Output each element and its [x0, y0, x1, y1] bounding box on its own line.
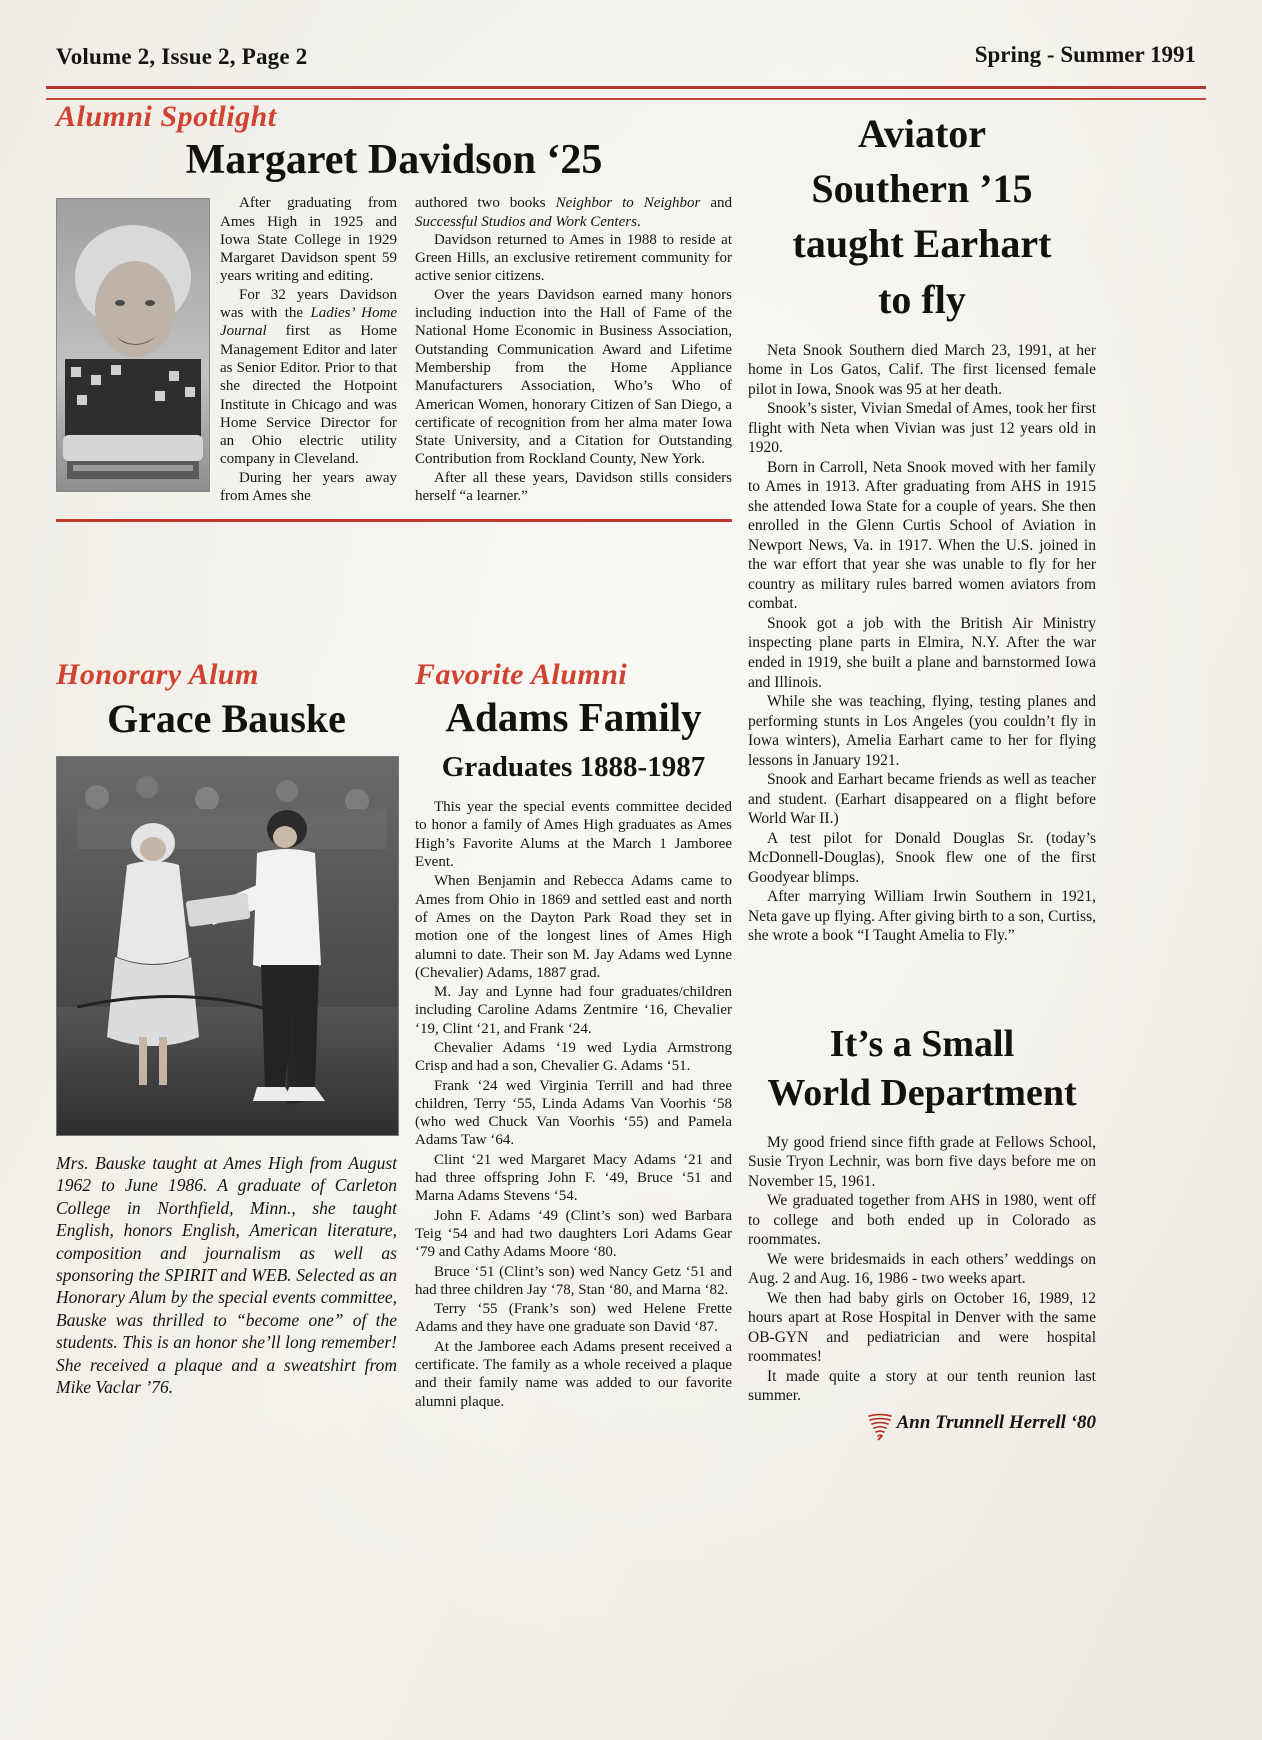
smallworld-paragraph: We were bridesmaids in each others’ weddings on Aug. 2 and Aug. 16, 1986 - two weeks apart.: [748, 1250, 1096, 1288]
byline: [748, 1412, 1096, 1442]
section-label-honorary-alum: Honorary Alum: [56, 658, 259, 691]
bauske-headline: Grace Bauske: [107, 696, 346, 741]
header-double-rule: [46, 86, 1206, 100]
davidson-c2p1-post: .: [636, 213, 641, 230]
davidson-paragraph: [415, 194, 732, 231]
adams-paragraph: M. Jay and Lynne had four graduates/children including Caroline Adams Zentmire ‘16, Chevalier ‘19, Clint ‘21, and Frank ‘24.: [415, 984, 732, 1037]
smallworld-headline: [748, 1020, 1096, 1119]
section-label-alumni-spotlight: Alumni Spotlight: [56, 100, 277, 133]
aviator-paragraph: Snook and Earhart became friends as well as teacher and student. (Earhart disappeared on a flight before World War II.): [748, 771, 1096, 828]
adams-paragraph: Frank ‘24 wed Virginia Terrill and had three children, Terry ‘55, Linda Adams Van Voorhis ‘58 (who wed Chuck Van Voorhis ‘55) and Pamela Adams Taw ‘64.: [415, 1077, 732, 1149]
davidson-c2p1-mid: and: [700, 195, 732, 212]
article-margaret-davidson: [56, 100, 732, 532]
section-divider-rule: [56, 519, 732, 522]
davidson-paragraph: During her years away from Ames she: [220, 469, 397, 505]
davidson-paragraph: After graduating from Ames High in 1925 and Iowa State College in 1929 Margaret Davidson spent 59 years writing and editing.: [220, 195, 397, 285]
aviator-paragraph: While she was teaching, flying, testing planes and performing stunts in Los Angeles (you couldn’t fly in Iowa winters), Amelia Earhart came to her for flying lessons in January 1921.: [748, 693, 1096, 769]
book-title-italic: Neighbor to Neighbor: [555, 195, 701, 212]
adams-subheadline: Graduates 1888-1987: [441, 751, 706, 784]
adams-paragraph: This year the special events committee decided to honor a family of Ames High graduates as Ames High’s Favorite Alums at the March 1 Jamboree Event.: [415, 799, 732, 871]
davidson-photo: [56, 198, 210, 492]
davidson-paragraph: Over the years Davidson earned many honors including induction into the Hall of Fame of the National Home Economic in Business Association, Outstanding Communication Award and Lifetime Membership from the Home Appliance Manufacturers Association, Who’s Who of American Women, honorary Citizen of San Diego, a certificate of recognition from her alma mater Iowa State University, and a Citation for Outstanding Contribution from Rockland County, New York.: [415, 286, 732, 468]
davidson-paragraph: Davidson returned to Ames in 1988 to reside at Green Hills, an exclusive retirement community for active senior citizens.: [415, 231, 732, 285]
davidson-c2p1-pre: authored two books: [415, 195, 556, 212]
aviator-headline-line3: taught Earhart: [792, 221, 1052, 267]
davidson-p2-pre: For 32 years Davidson was with the: [220, 286, 397, 322]
davidson-paragraph: After all these years, Davidson stills considers herself “a learner.”: [415, 469, 732, 505]
aviator-paragraph: Born in Carroll, Neta Snook moved with her family to Ames in 1913. After graduating from AHS in 1915 she attended Iowa State for a couple of years. She then enrolled in the Glenn Curtis School of Aviation in Newport News, Va. in 1917. When the U.S. joined in the war effort that year she was unable to fly for her country as military rules barred women aviators from combat.: [748, 458, 1096, 613]
aviator-paragraph: Neta Snook Southern died March 23, 1991, at her home in Los Gatos, Calif. The first licensed female pilot in Iowa, Snook was 95 at her death.: [748, 341, 1096, 398]
aviator-headline-line4: to fly: [878, 276, 966, 322]
aviator-paragraph: After marrying William Irwin Southern in 1921, Neta gave up flying. After giving birth to a son, Curtiss, she wrote a book “I Taught Amelia to Fly.”: [748, 888, 1096, 945]
right-column: [748, 100, 1096, 1442]
article-adams-family: [415, 658, 732, 1416]
aviator-headline: [748, 106, 1096, 327]
smallworld-headline-line1: It’s a Small: [829, 1022, 1015, 1065]
davidson-column-1: [56, 194, 397, 505]
smallworld-paragraph: We graduated together from AHS in 1980, went off to college and both ended up in Colorado as roommates.: [748, 1192, 1096, 1249]
adams-paragraph: Bruce ‘51 (Clint’s son) wed Nancy Getz ‘51 and had three children Jay ‘78, Stan ‘80, and Marna ‘82.: [415, 1263, 732, 1298]
book-title-italic: Successful Studios and Work Centers: [415, 213, 637, 230]
byline-name: Ann Trunnell Herrell ‘80: [896, 1411, 1096, 1433]
adams-paragraph: At the Jamboree each Adams present received a certificate. The family as a whole received a plaque and their family name was added to our favorite alumni plaque.: [415, 1338, 732, 1410]
davidson-p2-post: first as Home Management Editor and later as Senior Editor. Prior to that she directed the Hotpoint Institute in Chicago and was Home Service Director for an Ohio electric utility company in Cleveland.: [220, 323, 397, 468]
adams-paragraph: John F. Adams ‘49 (Clint’s son) wed Barbara Teig ‘54 and had two daughters Lori Adams Gear ‘79 and Cathy Adams Moore ‘80.: [415, 1207, 732, 1261]
aviator-paragraph: A test pilot for Donald Douglas Sr. (today’s McDonnell-Douglas), Snook flew one of the first Goodyear blimps.: [748, 829, 1096, 886]
smallworld-paragraph: It made quite a story at our tenth reunion last summer.: [748, 1367, 1096, 1405]
smallworld-headline-line2: World Department: [767, 1072, 1077, 1115]
date-line: Spring - Summer 1991: [974, 42, 1196, 67]
davidson-columns: [56, 194, 732, 505]
adams-headline: Adams Family: [445, 694, 702, 740]
aviator-paragraph: Snook got a job with the British Air Ministry inspecting plane parts in Elmira, N.Y. After the war ended in 1919, she built a plane and barnstormed Iowa and Illinois.: [748, 614, 1096, 691]
adams-paragraph: Clint ‘21 wed Margaret Macy Adams ‘21 and had three offspring John F. ‘49, Bruce ‘51 and Marna Adams Stevens ‘54.: [415, 1151, 732, 1205]
adams-paragraph: Terry ‘55 (Frank’s son) wed Helene Frette Adams and they have one graduate son David ‘87.: [415, 1301, 732, 1336]
tornado-icon: [867, 1412, 893, 1442]
aviator-paragraph: Snook’s sister, Vivian Smedal of Ames, took her first flight with Neta when Vivian was just 12 years old in 1920.: [748, 400, 1096, 457]
adams-paragraph: Chevalier Adams ‘19 wed Lydia Armstrong Crisp and had a son, Chevalier G. Adams ‘51.: [415, 1040, 732, 1075]
davidson-column-2: [415, 194, 732, 505]
aviator-headline-line2: Southern ’15: [811, 166, 1033, 212]
davidson-headline: Margaret Davidson ‘25: [185, 137, 603, 183]
adams-paragraph: When Benjamin and Rebecca Adams came to Ames from Ohio in 1869 and settled east and north of Ames on the Dayton Park Road they set in motion one of the longest lines of Ames High alumni to date. Their son M. Jay Adams wed Lynne (Chevalier) Adams, 1887 grad.: [415, 873, 732, 981]
aviator-headline-line1: Aviator: [857, 111, 987, 156]
davidson-p2-italic: Ladies’ Home Journal: [220, 305, 397, 340]
article-grace-bauske: [56, 658, 397, 1416]
lower-left-columns: [56, 658, 732, 1416]
bauske-caption: Mrs. Bauske taught at Ames High from August 1962 to June 1986. A graduate of Carleton College in Northfield, Minn., she taught English, honors English, American literature, composition and journalism as well as sponsoring the SPIRIT and WEB. Selected as an Honorary Alum by the special events committee, Bauske was thrilled to “become one” of the students. This is an honor she’ll long remember! She received a plaque and a sweatshirt from Mike Vaclar ’76.: [56, 1153, 397, 1397]
section-label-favorite-alumni: Favorite Alumni: [415, 658, 628, 691]
smallworld-paragraph: We then had baby girls on October 16, 1989, 12 hours apart at Rose Hospital in Denver with the same OB-GYN and pediatrician and were hospital roommates!: [748, 1289, 1096, 1366]
smallworld-paragraph: My good friend since fifth grade at Fellows School, Susie Tryon Lechnir, was born five days before me on November 15, 1961.: [748, 1133, 1096, 1190]
bauske-photo: [56, 756, 399, 1136]
issue-line: Volume 2, Issue 2, Page 2: [56, 44, 308, 69]
